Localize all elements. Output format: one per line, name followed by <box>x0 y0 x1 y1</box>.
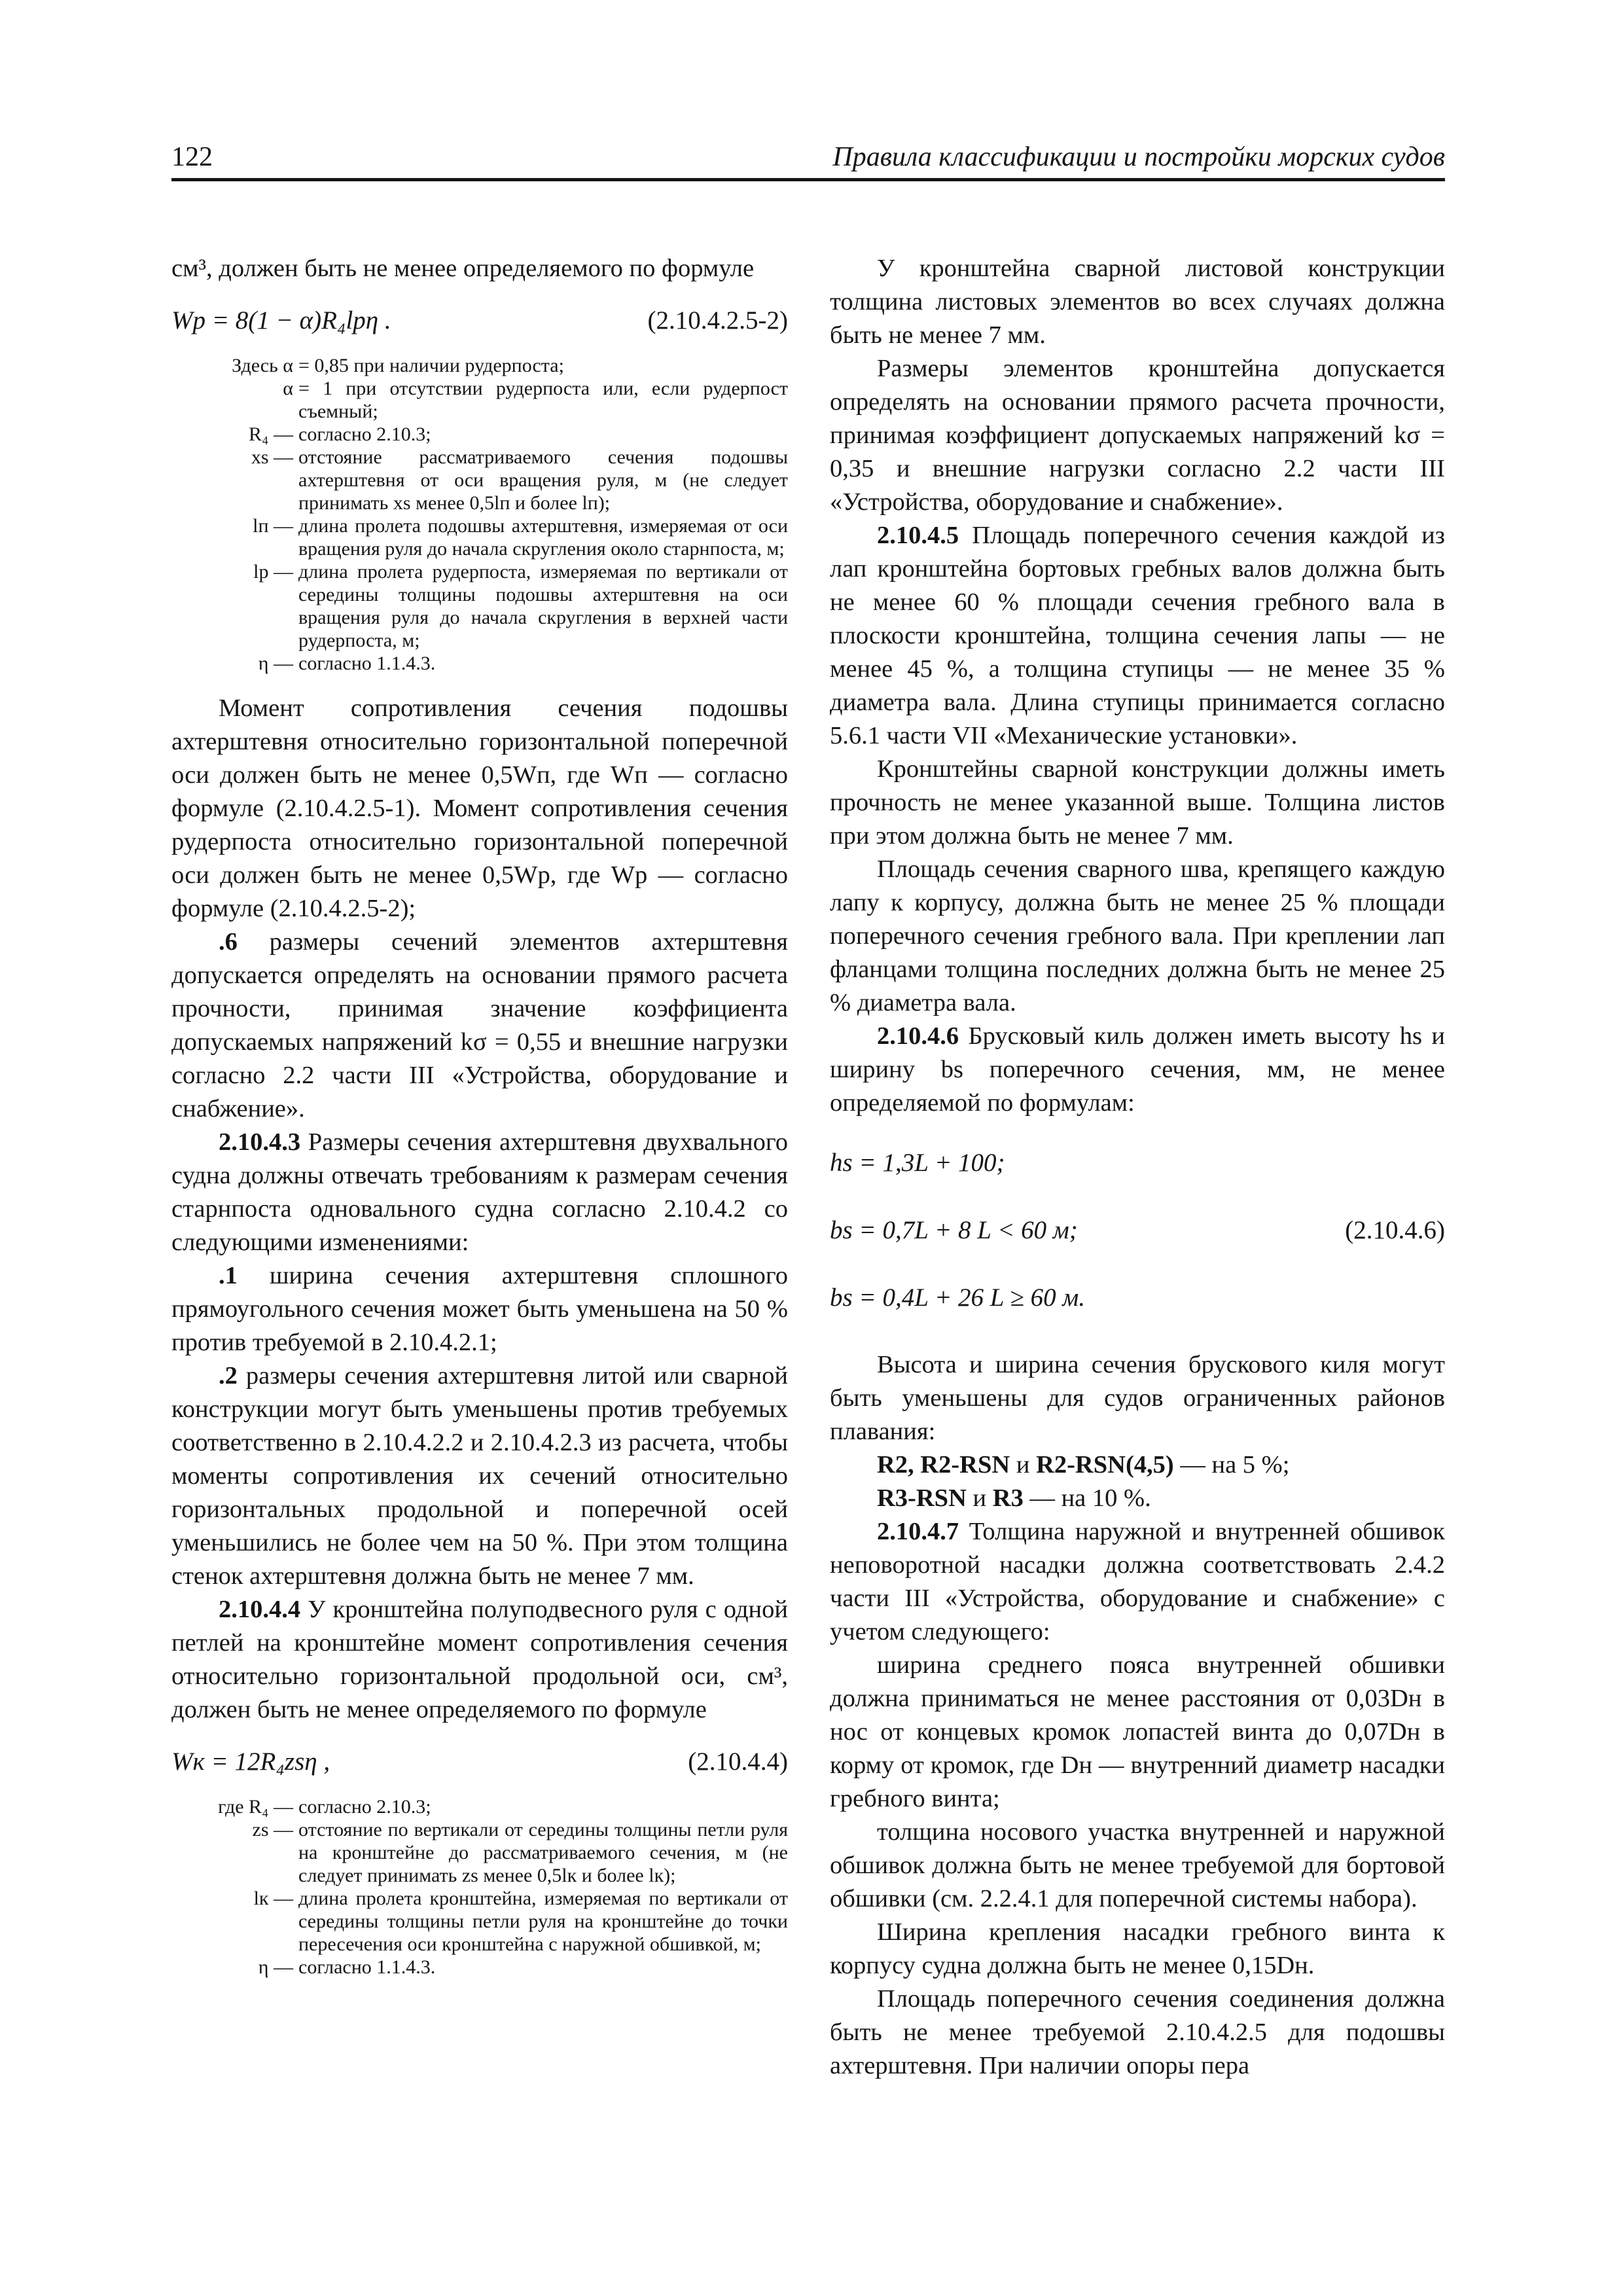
formula-expression: Wр = 8(1 − α)R₄lрη . <box>171 306 391 334</box>
legend-text: согласно 1.1.4.3. <box>298 1956 436 1978</box>
formula-expression: bs = 0,4L + 26 L ≥ 60 м. <box>830 1283 1086 1312</box>
paragraph: Момент сопротивления сечения подошвы ахтерштевня относительно горизонтальной поперечной оси должен быть не менее 0,5Wп, где Wп — согласно формуле (2.10.4.2.5-1). Момент сопротивления сечения рудерпоста относительно горизонтальной поперечной оси должен быть не менее 0,5Wр, где Wр — согласно формуле (2.10.4.2.5-2); <box>171 694 788 922</box>
legend-row <box>171 1887 788 1956</box>
formula-expression: bs = 0,7L + 8 L < 60 м; <box>830 1216 1078 1244</box>
legend-symbol: lр — <box>253 561 293 583</box>
paragraph: У кронштейна сварной листовой конструкции толщина листовых элементов во всех случаях должна быть не менее 7 мм. <box>830 255 1445 349</box>
legend-row <box>171 652 788 675</box>
formula-line <box>830 1146 1445 1179</box>
legend-symbol: η — <box>258 653 293 674</box>
legend-symbol: η — <box>258 1956 293 1978</box>
paragraph <box>171 1259 788 1359</box>
clause-text: Толщина наружной и внутренней обшивок неповоротной насадки должна соответствовать 2.4.2 части III «Устройства, оборудование и снабжение» с учетом следующего: <box>830 1518 1445 1645</box>
clause-number: .2 <box>219 1362 238 1390</box>
clause-text: У кронштейна полуподвесного руля с одной петлей на кронштейне момент сопротивления сечения относительно горизонтальной продольной оси, см³, должен быть не менее определяемого по формуле <box>171 1596 788 1723</box>
formula-number: (2.10.4.2.5-2) <box>647 306 788 334</box>
clause-number: 2.10.4.4 <box>219 1596 301 1623</box>
legend-text: длина пролета рудерпоста, измеряемая по вертикали от середины толщины подошвы ахтерштевня на оси вращения руля до начала скругления в верхней части рудерпоста, м; <box>298 561 788 651</box>
legend-row <box>171 354 788 377</box>
paragraph: ширина среднего пояса внутренней обшивки должна приниматься не менее расстояния от 0,03Dн в нос от концевых кромок лопастей винта до 0,07Dн в корму от кромок, где Dн — внутренний диаметр насадки гребного винта; <box>830 1651 1445 1812</box>
legend-symbol: xs — <box>251 446 293 468</box>
formula-expression: Wк = 12R₄zsη , <box>171 1748 330 1776</box>
legend-row <box>171 377 788 423</box>
paragraph: Высота и ширина сечения брускового киля могут быть уменьшены для судов ограниченных районов плавания: <box>830 1351 1445 1445</box>
legend-symbol: lп — <box>253 515 293 537</box>
clause-text: Площадь поперечного сечения каждой из лап кронштейна бортовых гребных валов должна быть не менее 60 % площади сечения гребного вала в плоскости кронштейна, толщина сечения лапы — не менее 45 %, а толщина ступицы — не менее 35 % диаметра вала. Длина ступицы принимается согласно 5.6.1 части VII «Механические установки». <box>830 522 1445 749</box>
legend-row <box>171 423 788 446</box>
legend-text: = 1 при отсутствии рудерпоста или, если рудерпост съемный; <box>298 378 788 422</box>
formula-number: (2.10.4.4) <box>688 1748 788 1776</box>
symbol-legend <box>171 1795 788 1979</box>
page-header <box>171 136 1445 181</box>
symbol-legend <box>171 354 788 675</box>
paragraph <box>171 1359 788 1593</box>
navigation-area-classes <box>830 1448 1445 1515</box>
paragraph: Площадь поперечного сечения соединения должна быть не менее требуемой 2.10.4.2.5 для подошвы ахтерштевня. При наличии опоры пера <box>830 1985 1445 2079</box>
clause-text: размеры сечения ахтерштевня литой или сварной конструкции могут быть уменьшены против требуемых соответственно в 2.10.4.2.2 и 2.10.4.2.3 из расчета, чтобы моменты сопротивления их сечений относительно горизонтальных продольной и поперечной осей уменьшились не более чем на 50 %. При этом толщина стенок ахтерштевня должна быть не менее 7 мм. <box>171 1362 788 1590</box>
paragraph <box>830 1515 1445 1649</box>
legend-row <box>171 446 788 514</box>
legend-text: отстояние рассматриваемого сечения подошвы ахтерштевня от оси вращения руля, м (не следует принимать xs менее 0,5lп и более lп); <box>298 446 788 514</box>
running-title: Правила классификации и постройки морских судов <box>832 142 1445 172</box>
connector: и <box>1010 1451 1037 1479</box>
legend-symbol: Здесь α <box>232 355 293 376</box>
clause-number: 2.10.4.6 <box>877 1022 959 1050</box>
legend-text: длина пролета кронштейна, измеряемая по вертикали от середины толщины петли руля на кронштейне до точки пересечения оси кронштейна с наружной обшивкой, м; <box>298 1888 788 1955</box>
legend-text: длина пролета подошвы ахтерштевня, измеряемая от оси вращения руля до начала скругления около старнпоста, м; <box>298 515 788 560</box>
legend-row <box>171 1818 788 1887</box>
clause-number: 2.10.4.5 <box>877 522 959 549</box>
legend-symbol: R₄ — <box>249 423 293 445</box>
legend-row <box>171 514 788 560</box>
legend-text: согласно 2.10.3; <box>298 423 431 445</box>
left-column <box>171 252 788 1996</box>
paragraph: см³, должен быть не менее определяемого по формуле <box>171 255 755 282</box>
legend-text: = 0,85 при наличии рудерпоста; <box>298 355 564 376</box>
legend-symbol: где R₄ — <box>218 1796 293 1818</box>
reduction: — на 5 %; <box>1173 1451 1290 1479</box>
paragraph <box>171 1126 788 1259</box>
legend-symbol: lк — <box>253 1888 293 1909</box>
paragraph <box>830 1020 1445 1120</box>
class-notation: R3-RSN <box>877 1484 967 1512</box>
class-line <box>830 1482 1445 1515</box>
class-line <box>830 1448 1445 1482</box>
right-column <box>830 252 1445 2083</box>
clause-text: Брусковый киль должен иметь высоту hs и ширину bs поперечного сечения, мм, не менее определяемой по формулам: <box>830 1022 1445 1117</box>
page-number: 122 <box>171 142 213 172</box>
paragraph <box>171 1593 788 1727</box>
formula-expression: hs = 1,3L + 100; <box>830 1149 1005 1177</box>
clause-number: 2.10.4.3 <box>219 1128 301 1156</box>
legend-text: отстояние по вертикали от середины толщины петли руля на кронштейне до рассматриваемого сечения, м (не следует принимать zs менее 0,5lк и более lк); <box>298 1819 788 1886</box>
class-notation: R2, R2-RSN <box>877 1451 1010 1479</box>
paragraph: Площадь сечения сварного шва, крепящего каждую лапу к корпусу, должна быть не менее 25 % площади поперечного сечения гребного вала. При креплении лап фланцами толщина последних должна быть не менее 25 % диаметра вала. <box>830 855 1445 1016</box>
legend-row <box>171 1795 788 1818</box>
formula-2-10-4-2-5-2 <box>171 304 788 337</box>
clause-number: .6 <box>219 928 238 956</box>
reduction: — на 10 %. <box>1023 1484 1151 1512</box>
legend-symbol: zs — <box>252 1819 293 1840</box>
paragraph: Размеры элементов кронштейна допускается определять на основании прямого расчета прочности, принимая коэффициент допускаемых напряжений kσ = 0,35 и внешние нагрузки согласно 2.2 части III «Устройства, оборудование и снабжение». <box>830 355 1445 516</box>
paragraph: толщина носового участка внутренней и наружной обшивок должна быть не менее требуемой для бортовой обшивки (см. 2.2.4.1 для поперечной системы набора). <box>830 1818 1445 1912</box>
clause-text: ширина сечения ахтерштевня сплошного прямоугольного сечения может быть уменьшена на 50 % против требуемой в 2.10.4.2.1; <box>171 1262 788 1356</box>
legend-text: согласно 2.10.3; <box>298 1796 431 1818</box>
clause-text: Размеры сечения ахтерштевня двухвального судна должны отвечать требованиям к размерам сечения старнпоста одновального судна согласно 2.10.4.2 со следующими изменениями: <box>171 1128 788 1256</box>
legend-row <box>171 560 788 652</box>
paragraph <box>830 519 1445 753</box>
clause-number: .1 <box>219 1262 238 1289</box>
paragraph: Кронштейны сварной конструкции должны иметь прочность не менее указанной выше. Толщина листов при этом должна быть не менее 7 мм. <box>830 755 1445 850</box>
class-notation: R2-RSN(4,5) <box>1036 1451 1174 1479</box>
paragraph <box>171 925 788 1126</box>
legend-symbol: α <box>283 378 293 399</box>
clause-text: размеры сечений элементов ахтерштевня допускается определять на основании прямого расчета прочности, принимая значение коэффициента допускаемых напряжений kσ = 0,55 и внешние нагрузки согласно 2.2 части III «Устройства, оборудование и снабжение». <box>171 928 788 1122</box>
legend-row <box>171 1956 788 1979</box>
class-notation: R3 <box>992 1484 1024 1512</box>
connector: и <box>966 1484 993 1512</box>
formula-2-10-4-6 <box>830 1146 1445 1314</box>
legend-text: согласно 1.1.4.3. <box>298 653 436 674</box>
clause-number: 2.10.4.7 <box>877 1518 959 1545</box>
formula-2-10-4-4 <box>171 1745 788 1778</box>
formula-line <box>830 1281 1445 1314</box>
paragraph: Ширина крепления насадки гребного винта к корпусу судна должна быть не менее 0,15Dн. <box>830 1918 1445 1979</box>
formula-line <box>830 1213 1445 1247</box>
formula-number: (2.10.4.6) <box>1345 1216 1445 1244</box>
